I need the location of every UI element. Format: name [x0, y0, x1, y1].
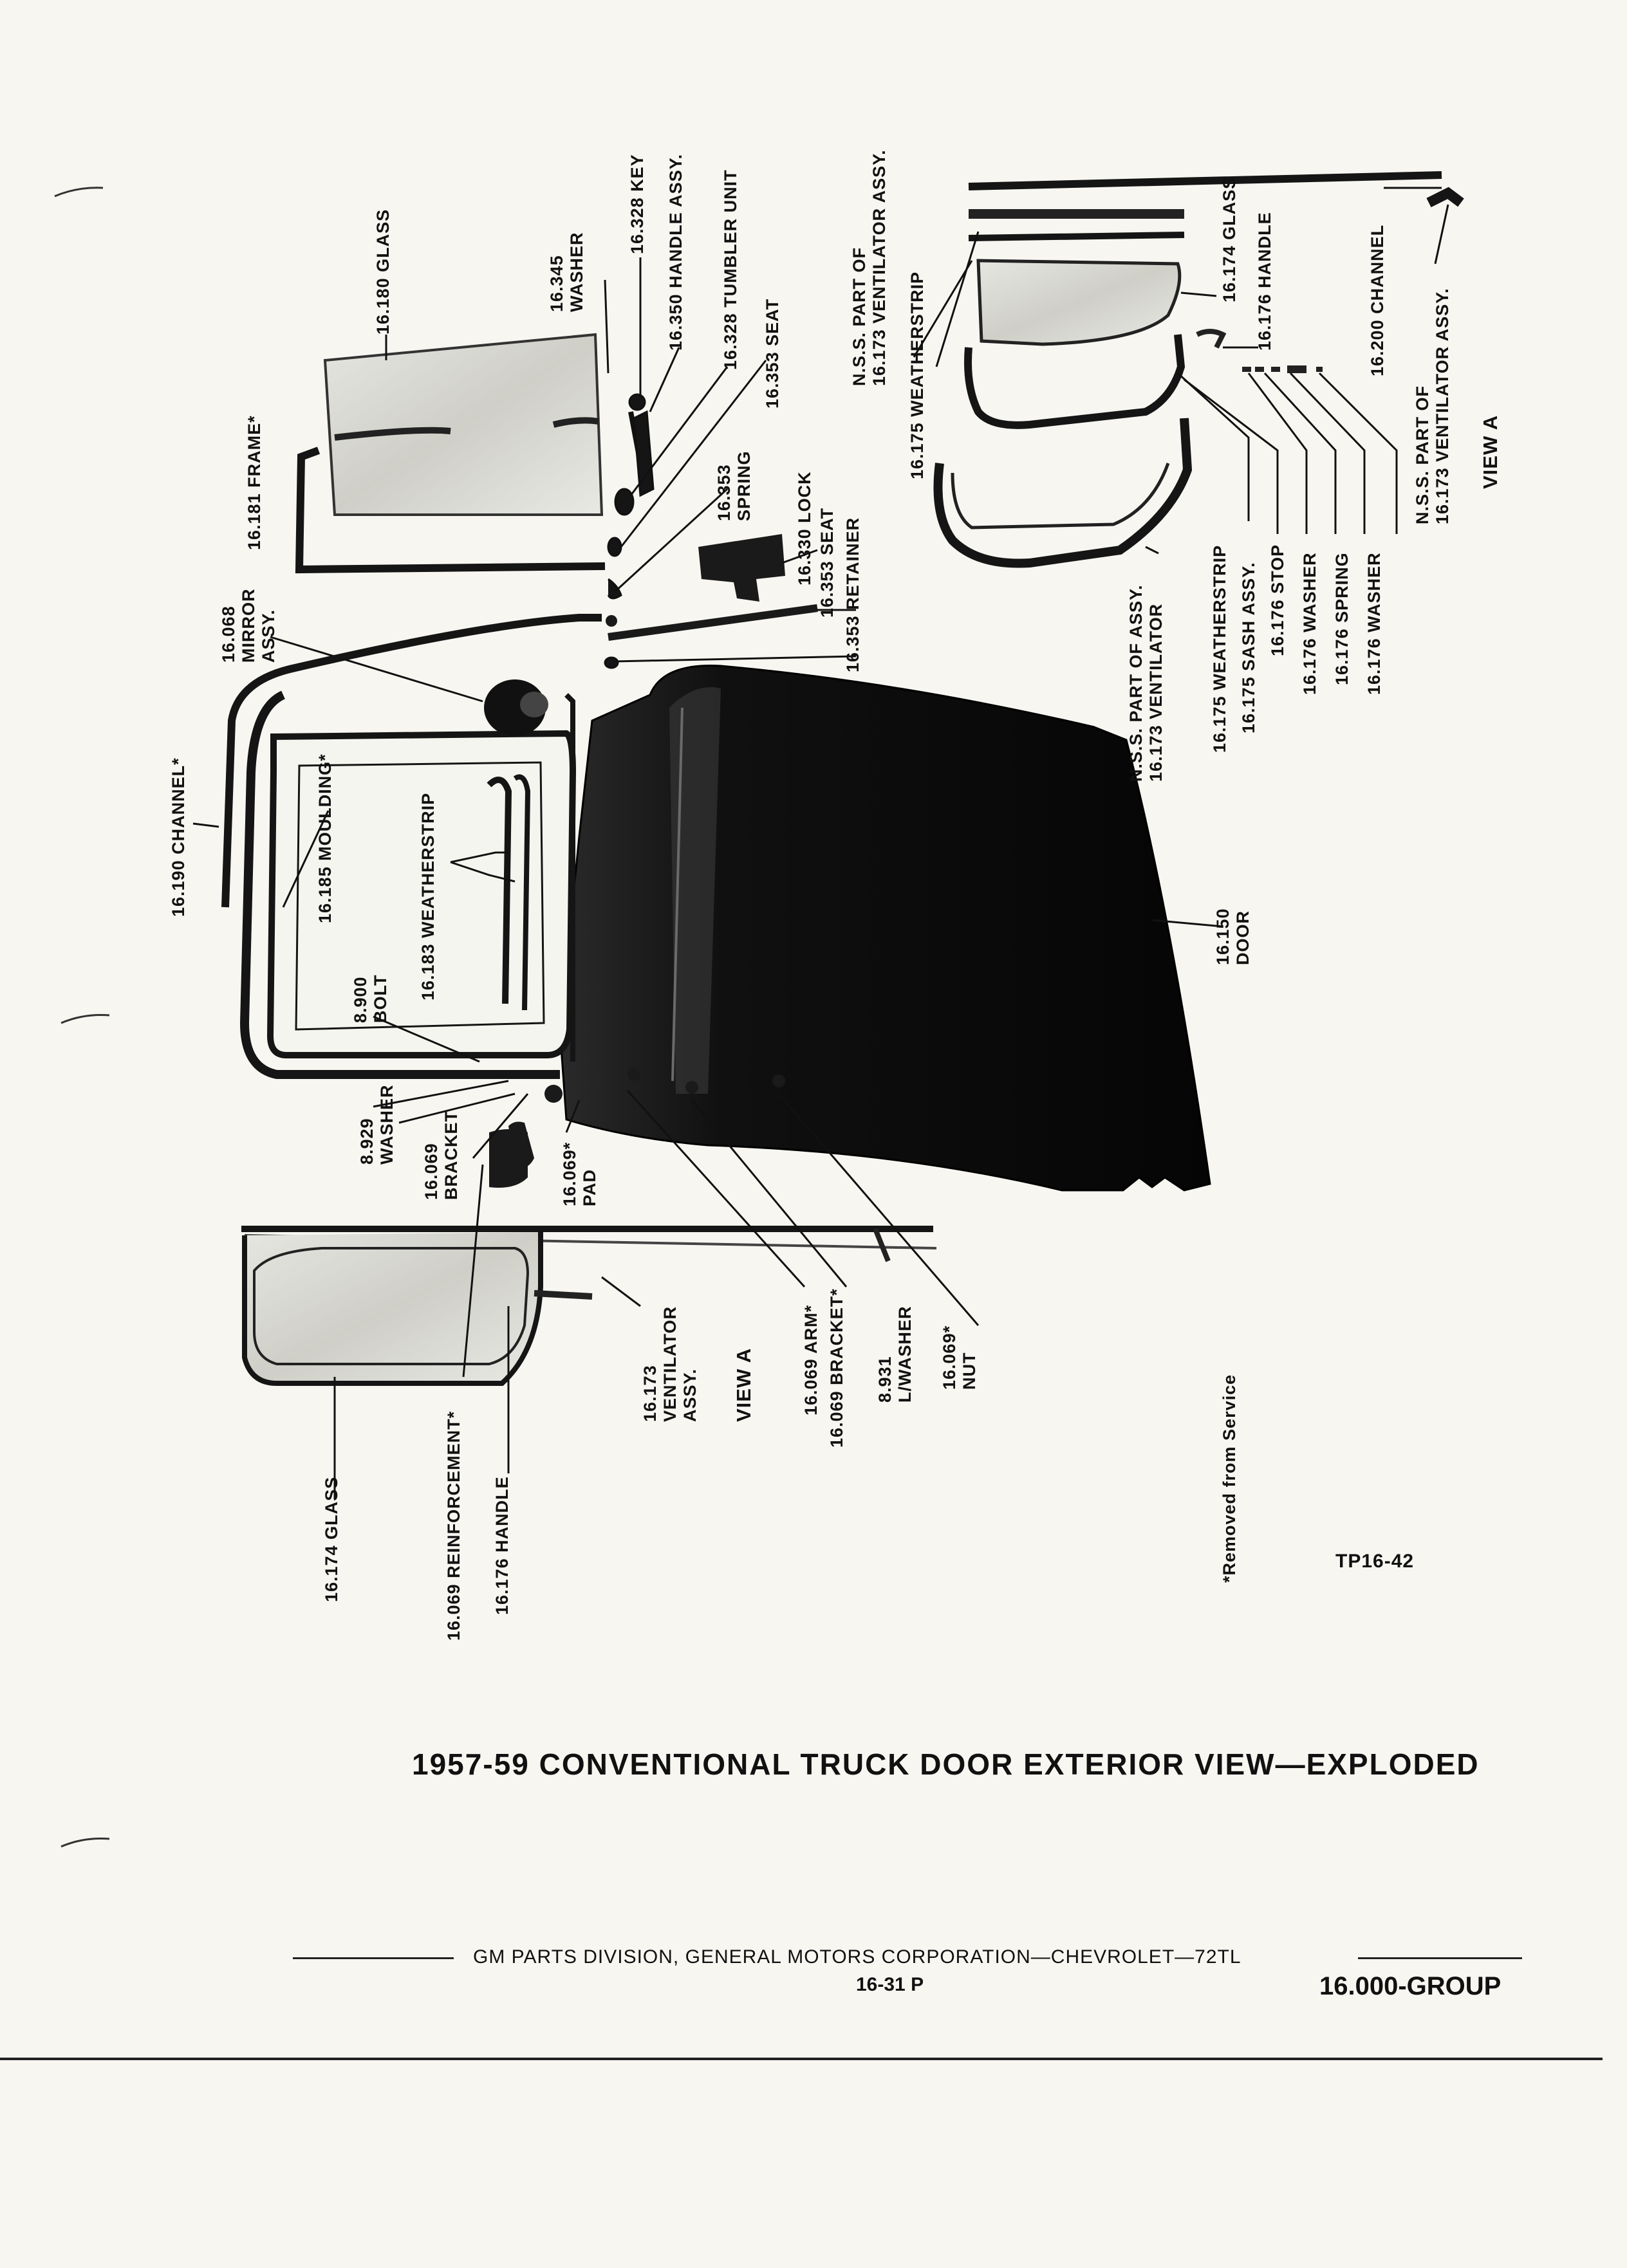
label-washer-16-345: 16.345 WASHER	[547, 232, 586, 312]
footer-publisher: GM PARTS DIVISION, GENERAL MOTORS CORPORATION—CHEVROLET—72TL	[473, 1946, 1241, 1968]
label-washer-16-176-a: 16.176 WASHER	[1300, 552, 1319, 695]
label-view-a-lower: VIEW A	[732, 1347, 755, 1422]
label-spring-16-353: 16.353 SPRING	[714, 450, 754, 521]
label-arm: 16.069 ARM*	[801, 1304, 821, 1415]
label-handle-assy: 16.350 HANDLE ASSY.	[666, 153, 685, 351]
label-glass-16-174-a: 16.174 GLASS	[1220, 176, 1239, 302]
label-weatherstrip-16-183: 16.183 WEATHERSTRIP	[418, 792, 438, 1000]
footer-rule-right	[1358, 1957, 1522, 1959]
label-nss-ventilator-2: N.S.S. PART OF 16.173 VENTILATOR ASSY.	[1413, 288, 1452, 524]
label-bracket-16-069: 16.069 BRACKET	[422, 1111, 461, 1200]
door-panel	[560, 666, 1210, 1190]
figure-id: TP16-42	[1335, 1551, 1415, 1572]
label-handle-16-176-a: 16.176 HANDLE	[1255, 212, 1274, 351]
label-nut: 16.069* NUT	[940, 1325, 979, 1390]
label-view-a-upper: VIEW A	[1479, 414, 1501, 489]
page-title: 1957-59 CONVENTIONAL TRUCK DOOR EXTERIOR VIEW—EXPLODED	[412, 1747, 1480, 1781]
label-key: 16.328 KEY	[628, 154, 647, 254]
label-weatherstrip-16-175-b: 16.175 WEATHERSTRIP	[1210, 544, 1229, 753]
label-washer-8-929: 8.929 WASHER	[357, 1084, 396, 1165]
label-pad: 16.069* PAD	[560, 1141, 599, 1206]
label-bolt: 8.900 BOLT	[351, 974, 390, 1023]
bottom-rule	[0, 2058, 1603, 2060]
punch-marks	[55, 188, 109, 1847]
label-tumbler-unit: 16.328 TUMBLER UNIT	[721, 169, 740, 370]
footer-page-number: 16-31 P	[856, 1974, 924, 1995]
label-glass-16-174-b: 16.174 GLASS	[322, 1476, 341, 1602]
label-sash-assy: 16.175 SASH ASSY.	[1239, 562, 1258, 733]
label-seat-2: 16.353 SEAT	[817, 507, 837, 618]
mirror-part	[484, 679, 548, 736]
label-channel-16-200: 16.200 CHANNEL	[1368, 224, 1387, 376]
lock-part	[698, 534, 785, 602]
retainer-rod	[608, 608, 817, 637]
label-moulding: 16.185 MOULDING*	[315, 753, 335, 923]
label-stop: 16.176 STOP	[1268, 544, 1287, 656]
label-weatherstrip-16-175-a: 16.175 WEATHERSTRIP	[907, 271, 927, 479]
label-lock: 16.330 LOCK	[795, 471, 814, 585]
label-door: 16.150 DOOR	[1213, 908, 1252, 965]
label-nss-ventilator-1: N.S.S. PART OF 16.173 VENTILATOR ASSY.	[850, 149, 889, 386]
label-nss-ventilator-3: N.S.S. PART OF ASSY. 16.173 VENTILATOR	[1126, 584, 1166, 782]
label-frame: 16.181 FRAME*	[245, 415, 264, 550]
label-handle-16-176-b: 16.176 HANDLE	[492, 1476, 512, 1615]
label-ventilator-assy-16-173: 16.173 VENTILATOR ASSY.	[640, 1305, 700, 1422]
door-glass	[325, 335, 602, 515]
note-removed-from-service: *Removed from Service	[1220, 1374, 1239, 1583]
label-reinforcement: 16.069 REINFORCEMENT*	[444, 1410, 463, 1641]
footer-group: 16.000-GROUP	[1319, 1972, 1501, 2000]
handle-hardware	[605, 394, 653, 668]
label-spring-16-176: 16.176 SPRING	[1332, 552, 1352, 685]
label-washer-16-176-b: 16.176 WASHER	[1364, 552, 1384, 695]
label-mirror-assy: 16.068 MIRROR ASSY.	[219, 588, 278, 663]
label-channel-16-190: 16.190 CHANNEL*	[169, 757, 188, 917]
label-bracket-16-069-b: 16.069 BRACKET*	[827, 1288, 846, 1448]
footer-rule-left	[293, 1957, 454, 1959]
label-lock-washer: 8.931 L/WASHER	[875, 1305, 915, 1403]
label-retainer: 16.353 RETAINER	[843, 517, 862, 672]
label-seat-1: 16.353 SEAT	[763, 298, 782, 409]
label-glass-16-180: 16.180 GLASS	[373, 208, 393, 335]
